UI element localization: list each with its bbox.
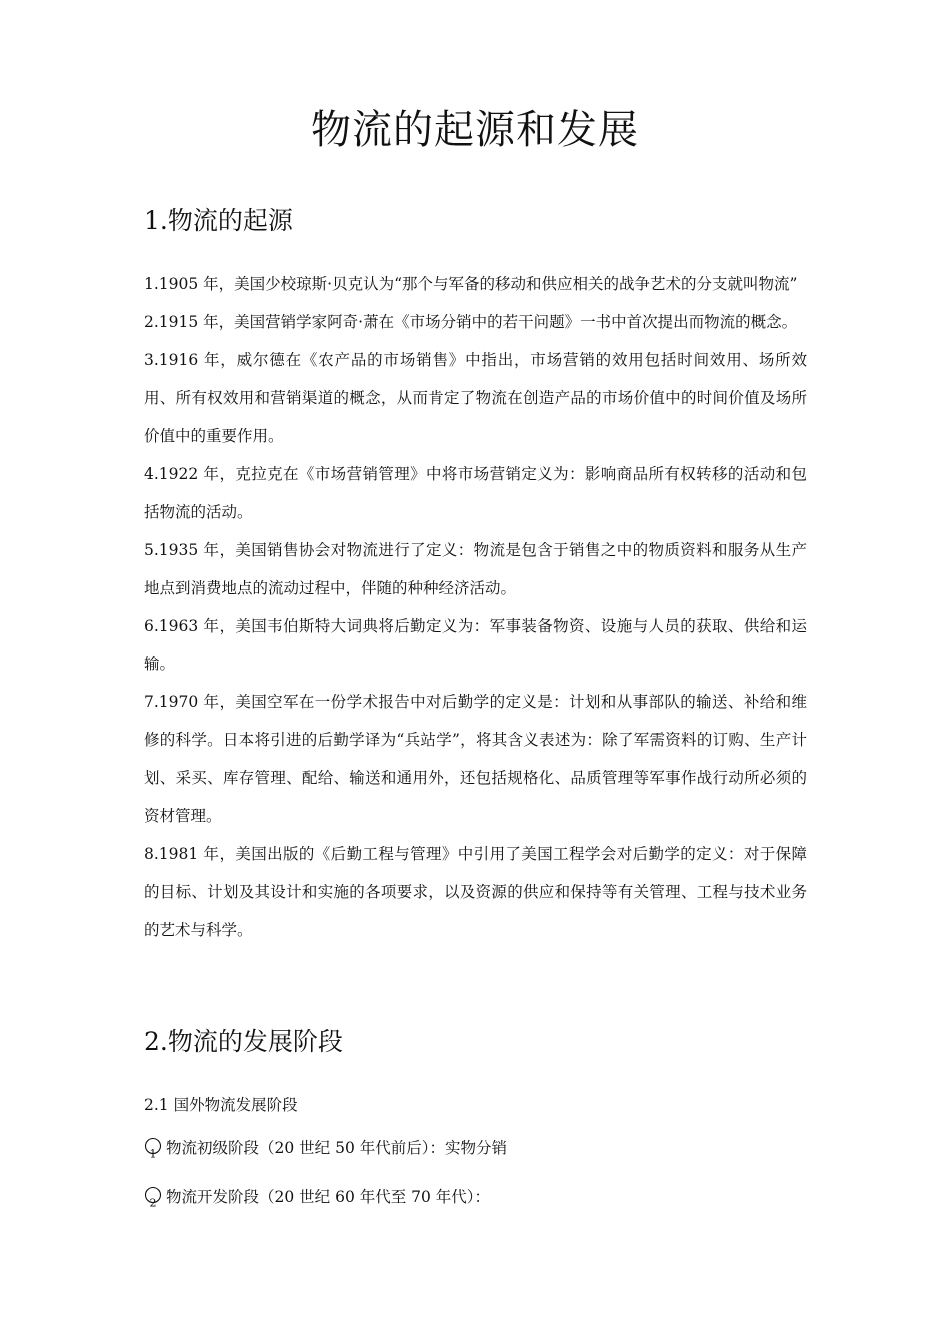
stage-text: 物流初级阶段（20 世纪 50 年代前后）：实物分销 (166, 1139, 507, 1157)
subsection-heading: 2.1 国外物流发展阶段 (144, 1096, 298, 1114)
document-title: 物流的起源和发展 (311, 107, 639, 153)
circled-number-1-icon (144, 1137, 162, 1159)
section-origin-body (144, 265, 807, 949)
paragraph: 6.1963 年，美国韦伯斯特大词典将后勤定义为：军事装备物资、设施与人员的获取、供给和运输。 (144, 617, 807, 673)
paragraph: 7.1970 年，美国空军在一份学术报告中对后勤学的定义是：计划和从事部队的输送、补给和维修的科学。日本将引进的后勤学译为“兵站学”，将其含义表述为：除了军需资料的订购、生产计划、采买、库存管理、配给、输送和通用外，还包括规格化、品质管理等军事作战行动所必须的资材管理。 (144, 693, 807, 825)
stage-text: 物流开发阶段（20 世纪 60 年代至 70 年代）： (166, 1188, 491, 1206)
paragraph: 2.1915 年，美国营销学家阿奇·萧在《市场分销中的若干问题》一书中首次提出而物流的概念。 (144, 313, 798, 331)
section-heading-origin: 1.物流的起源 (144, 206, 293, 235)
section-heading-development: 2.物流的发展阶段 (144, 1027, 343, 1056)
paragraph: 8.1981 年，美国出版的《后勤工程与管理》中引用了美国工程学会对后勤学的定义：对于保障的目标、计划及其设计和实施的各项要求，以及资源的供应和保持等有关管理、工程与技术业务的艺术与科学。 (144, 845, 807, 939)
paragraph: 1.1905 年，美国少校琼斯·贝克认为“那个与军备的移动和供应相关的战争艺术的分支就叫物流” (144, 275, 798, 293)
paragraph: 3.1916 年，威尔德在《农产品的市场销售》中指出，市场营销的效用包括时间效用、场所效用、所有权效用和营销渠道的概念，从而肯定了物流在创造产品的市场价值中的时间价值及场所价值中的重要作用。 (144, 351, 807, 445)
paragraph: 4.1922 年，克拉克在《市场营销管理》中将市场营销定义为：影响商品所有权转移的活动和包括物流的活动。 (144, 465, 807, 521)
svg-text:1: 1 (149, 1147, 157, 1159)
circled-number-2-icon (144, 1186, 162, 1208)
paragraph: 5.1935 年，美国销售协会对物流进行了定义：物流是包含于销售之中的物质资料和服务从生产地点到消费地点的流动过程中，伴随的种种经济活动。 (144, 541, 807, 597)
svg-text:2: 2 (149, 1196, 157, 1208)
stage-list-item (144, 1182, 490, 1212)
stage-list-item (144, 1133, 507, 1163)
